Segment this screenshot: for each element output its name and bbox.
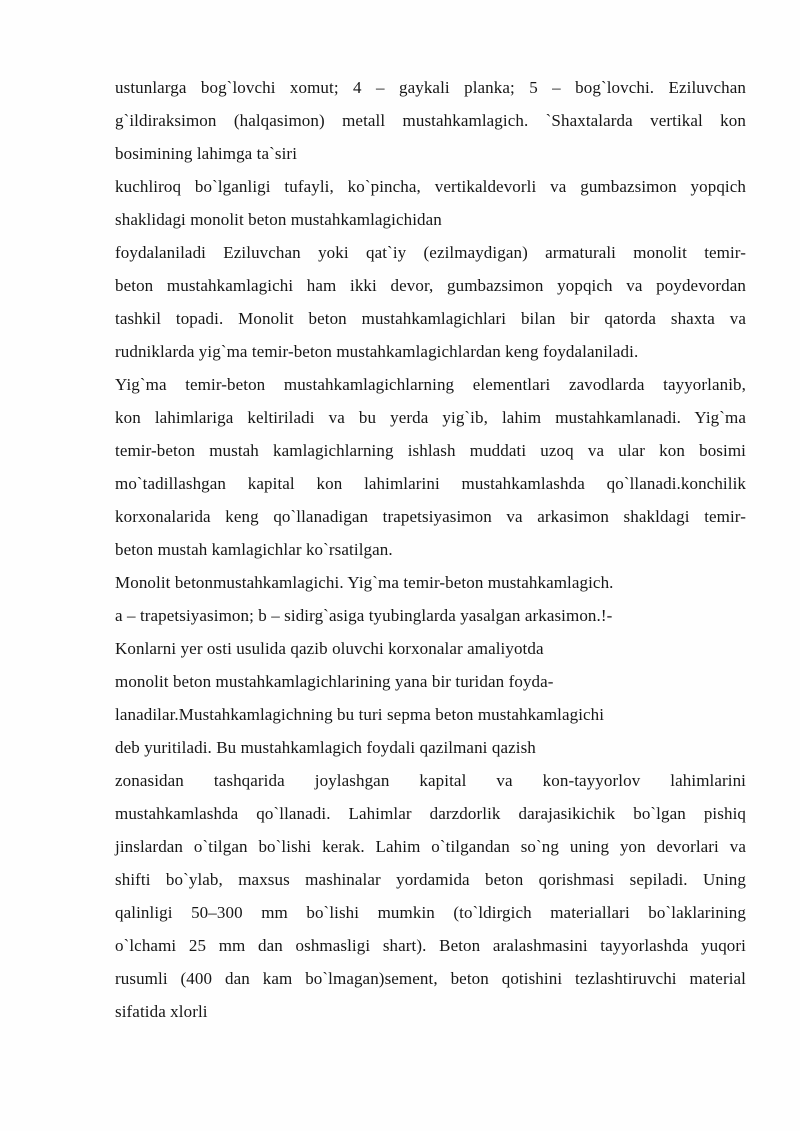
text-line: a – trapetsiyasimon; b – sidirg`asiga tyubinglarda yasalgan arkasimon.!-	[115, 606, 613, 625]
text-line: kuchliroq bo`lganligi tufayli, ko`pincha, vertikaldevorli va gumbazsimon yopqich	[115, 177, 746, 196]
text-line: kon lahimlariga keltiriladi va bu yerda yig`ib, lahim mustahkamlanadi. Yig`ma	[115, 408, 746, 427]
text-line: beton mustah kamlagichlar ko`rsatilgan.	[115, 540, 393, 559]
text-line: deb yuritiladi. Bu mustahkamlagich foydali qazilmani qazish	[115, 738, 536, 757]
text-line: bosimining lahimga ta`siri	[115, 144, 298, 163]
text-line: lanadilar.Mustahkamlagichning bu turi sepma beton mustahkamlagichi	[115, 705, 605, 724]
text-line: rusumli (400 dan kam bo`lmagan)sement, beton qotishini tezlashtiruvchi material	[115, 969, 746, 988]
text-line: Konlarni yer osti usulida qazib oluvchi korxonalar amaliyotda	[115, 639, 544, 658]
text-line: tashkil topadi. Monolit beton mustahkamlagichlari bilan bir qatorda shaxta va	[115, 309, 746, 328]
text-line: mo`tadillashgan kapital kon lahimlarini mustahkamlashda qo`llanadi.konchilik	[115, 474, 746, 493]
text-line: zonasidan tashqarida joylashgan kapital va kon-tayyorlov lahimlarini	[115, 771, 746, 790]
text-line: Monolit betonmustahkamlagichi. Yig`ma temir-beton mustahkamlagich.	[115, 573, 614, 592]
document-lines	[115, 71, 746, 1028]
text-line: shaklidagi monolit beton mustahkamlagichidan	[115, 210, 442, 229]
text-line: temir-beton mustah kamlagichlarning ishlash muddati uzoq va ular kon bosimi	[115, 441, 746, 460]
text-line: qalinligi 50–300 mm bo`lishi mumkin (to`ldirgich materiallari bo`laklarining	[115, 903, 746, 922]
text-line: mustahkamlashda qo`llanadi. Lahimlar darzdorlik darajasikichik bo`lgan pishiq	[115, 804, 746, 823]
text-line: rudniklarda yig`ma temir-beton mustahkamlagichlardan keng foydalaniladi.	[115, 342, 639, 361]
text-line: beton mustahkamlagichi ham ikki devor, gumbazsimon yopqich va poydevordan	[115, 276, 746, 295]
text-line: jinslardan o`tilgan bo`lishi kerak. Lahim o`tilgandan so`ng uning yon devorlari va	[115, 837, 746, 856]
text-line: korxonalarida keng qo`llanadigan trapetsiyasimon va arkasimon shakldagi temir-	[115, 507, 746, 526]
text-line: g`ildiraksimon (halqasimon) metall mustahkamlagich. `Shaxtalarda vertikal kon	[115, 111, 746, 130]
text-line: sifatida xlorli	[115, 1002, 208, 1021]
text-line: foydalaniladi Eziluvchan yoki qat`iy (ezilmaydigan) armaturali monolit temir-	[115, 243, 746, 262]
text-line: Yig`ma temir-beton mustahkamlagichlarning elementlari zavodlarda tayyorlanib,	[115, 375, 746, 394]
text-line: ustunlarga bog`lovchi xomut; 4 – gaykali planka; 5 – bog`lovchi. Eziluvchan	[115, 78, 746, 97]
text-line: shifti bo`ylab, maxsus mashinalar yordamida beton qorishmasi sepiladi. Uning	[115, 870, 746, 889]
text-line: monolit beton mustahkamlagichlarining yana bir turidan foyda-	[115, 672, 554, 691]
text-line: o`lchami 25 mm dan oshmasligi shart). Beton aralashmasini tayyorlashda yuqori	[115, 936, 746, 955]
